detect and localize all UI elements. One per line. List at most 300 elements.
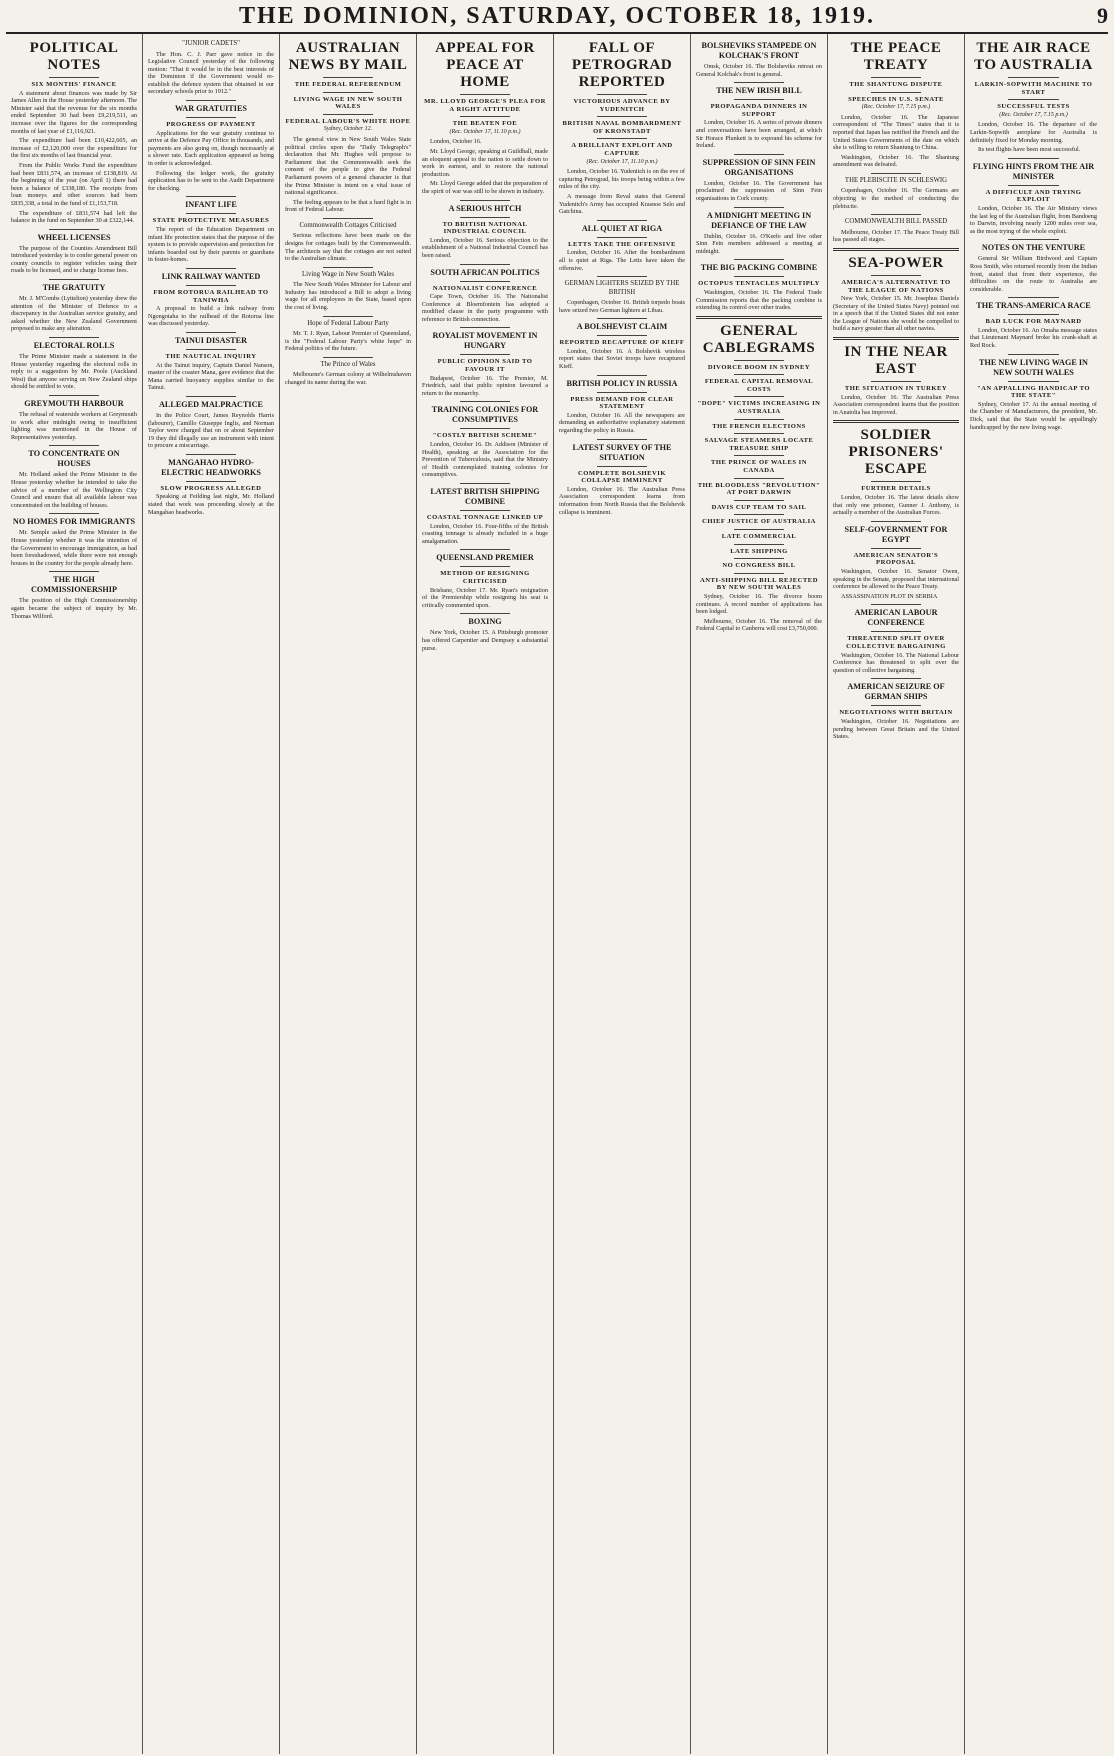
subhead-divider xyxy=(1008,77,1059,78)
article-paragraph: New York, October 15. Mr. Josephus Daniels (Secretary of the United States Navy) pointed out in a speech that if the United States did not enter the League of Nations she would be compelled to build a navy greater than all other navies. xyxy=(833,295,959,333)
article-subhead: METHOD OF RESIGNING CRITICISED xyxy=(440,570,530,585)
article xyxy=(422,264,548,324)
article xyxy=(148,100,274,192)
article-subhead: CHIEF JUSTICE OF AUSTRALIA xyxy=(702,518,816,526)
article-paragraph: Melbourne, October 17. The Peace Treaty Bill has passed all stages. xyxy=(833,228,959,244)
article-headline: GENERAL CABLEGRAMS xyxy=(702,322,816,356)
article-paragraph: The feeling appears to be that a hard fight is in front of Federal Labour. xyxy=(285,198,411,214)
article-paragraph: At the Tainui inquiry, Captain Daniel Nanson, master of the coaster Mana, gave evidence that the Mana carried buoyancy supplies similar to the Tainui. xyxy=(148,361,274,392)
subhead-divider xyxy=(871,481,921,482)
subhead-divider xyxy=(871,77,921,78)
subhead-divider xyxy=(734,558,784,559)
article-divider xyxy=(833,420,959,423)
article-subhead: NEGOTIATIONS WITH BRITAIN xyxy=(839,709,953,717)
article-subhead: NO CONGRESS BILL xyxy=(722,562,796,570)
article-paragraph: Copenhagen, October 16. British torpedo boats have seized two German lighters at Libau. xyxy=(559,299,685,314)
subhead-divider xyxy=(734,374,784,375)
article xyxy=(11,395,137,441)
subhead-divider xyxy=(1008,99,1059,100)
article-divider xyxy=(49,513,99,514)
article-subhead: SUCCESSFUL TESTS xyxy=(997,103,1070,111)
article xyxy=(11,229,137,275)
article-paragraph: Washington, October 16. The Shantung amendment was defeated. xyxy=(833,153,959,169)
subhead-divider xyxy=(734,544,784,545)
article-headline: NO HOMES FOR IMMIGRANTS xyxy=(12,517,136,527)
article-paragraph: The New South Wales Minister for Labour and Industry has introduced a Bill to adopt a living wage for all employees in the State, based upon the cost of living. xyxy=(285,281,411,312)
article-subhead: AMERICAN SENATOR'S PROPOSAL xyxy=(853,551,939,567)
article-paragraph: Mr. Lloyd George, speaking at Guildhall, made an eloquent appeal to the nation to settle down to work in earnest, and to restore the national production. xyxy=(422,147,548,178)
article-paragraph: Applications for the war gratuity continue to arrive at the Defence Pay Office in thousands, and payments are also going on, though necessarily at a slower rate. Each application appeared as being in order is acknowledged. xyxy=(148,129,274,168)
article xyxy=(696,259,822,311)
article-headline: LATEST SURVEY OF THE SITUATION xyxy=(572,442,672,462)
column-6 xyxy=(691,34,828,1754)
article-headline: THE GRATUITY xyxy=(42,283,106,293)
article-paragraph: London, October 16. The Air Ministry views the last leg of the Australian flight, from Bandoeng to Darwin, involving nearly 1200 miles over sea, as the most trying of the whole exploit. xyxy=(970,204,1097,235)
article-divider xyxy=(323,357,373,358)
masthead-title: THE DOMINION, SATURDAY, OCTOBER 18, 1919. xyxy=(238,2,876,29)
article xyxy=(970,158,1097,236)
article-divider xyxy=(597,276,647,277)
article-paragraph: Mr. T. J. Ryan, Labour Premier of Queensland, is the "Federal Labour Party's white hope" in Federal politics of the future. xyxy=(285,330,411,353)
article-divider xyxy=(871,521,921,522)
article-headline: APPEAL FOR PEACE AT HOME xyxy=(435,40,535,90)
subhead-divider xyxy=(460,94,510,95)
article-subhead: MR. LLOYD GEORGE'S PLEA FOR A RIGHT ATTITUDE xyxy=(424,98,546,113)
article-paragraph: A proposal to build a link railway from Ngongotaha to the railhead of the Rotorua line was discussed yesterday. xyxy=(148,305,274,328)
article-headline: NOTES ON THE VENTURE xyxy=(981,243,1086,253)
article xyxy=(11,279,137,333)
article-divider xyxy=(460,549,510,550)
article xyxy=(833,214,959,244)
article-headline: LINK RAILWAY WANTED xyxy=(161,271,261,281)
article-paragraph: The Hon. C. J. Parr gave notice in the Legislative Council yesterday of the following motion: "That it would be in the best interests of the Dominion if the Government would re-establish the defence system that obtained in our secondary schools prior to 1912." xyxy=(148,50,274,96)
subhead-divider xyxy=(871,631,921,632)
article-divider xyxy=(1008,354,1059,355)
subhead-divider xyxy=(460,217,510,218)
article-dateline: (Rec. October 17, 7.15 p.m.) xyxy=(999,111,1068,118)
article-headline: Hope of Federal Labour Party xyxy=(307,319,389,327)
article xyxy=(285,316,411,353)
article-divider xyxy=(1008,158,1059,159)
article xyxy=(559,40,685,216)
article-divider xyxy=(734,82,784,83)
article xyxy=(559,318,685,370)
article-subhead: SIX MONTHS' FINANCE xyxy=(31,81,117,88)
subhead-divider xyxy=(597,138,647,139)
article-headline: IN THE NEAR EAST xyxy=(844,344,948,378)
article-divider xyxy=(871,604,921,605)
article-paragraph: A statement about finances was made by Sir James Allen in the House yesterday afternoon. The Minister said that the revenue for the six months ended September 30 had been £9,219,511, an increase over the figures for the corresponding months of last year of £1,116,921. xyxy=(11,89,138,135)
article-dateline: (Rec. October 17, 7.15 p.m.) xyxy=(861,104,931,111)
article xyxy=(11,40,137,225)
article-headline: TRAINING COLONIES FOR CONSUMPTIVES xyxy=(431,405,539,425)
article xyxy=(148,396,274,450)
article-paragraph: London, October 16. After the bombardment all is quiet at Riga. The Letts have taken the offensive. xyxy=(559,249,685,272)
article-headline: WHEEL LICENSES xyxy=(37,232,111,242)
article-headline: THE NEW IRISH BILL xyxy=(716,86,802,96)
article-subhead: THE NAUTICAL INQUIRY xyxy=(165,352,257,360)
subhead-divider xyxy=(460,510,510,511)
article xyxy=(696,82,822,150)
article-dateline: (Rec. October 17, 11.10 p.m.) xyxy=(449,128,521,135)
article-subhead: PUBLIC OPINION SAID TO FAVOUR IT xyxy=(437,358,533,374)
subhead-divider xyxy=(734,455,784,456)
article-paragraph: Sydney, October 16. The divorce boom continues. A record number of applications has been lodged. xyxy=(696,592,822,616)
article-paragraph: The position of the High Commissionership again became the subject of inquiry by Mr. Thomas Wilford. xyxy=(11,597,137,620)
article-paragraph: Sydney, October 17. At the annual meeting of the Chamber of Manufacturers, the president, Mr. Dick, said that the State would be appallingly handicapped by the new living wage. xyxy=(970,400,1097,431)
subhead-divider xyxy=(734,396,784,397)
article-subhead: A BRILLIANT EXPLOIT AND CAPTURE xyxy=(571,142,673,157)
article-paragraph: ASSASSINATION PLOT IN SERBIA xyxy=(841,592,938,600)
subhead-divider xyxy=(597,94,647,95)
subhead-divider xyxy=(323,92,373,93)
subhead-divider xyxy=(597,116,647,117)
article xyxy=(422,327,548,397)
subhead-divider xyxy=(871,705,921,706)
article-paragraph: Copenhagen, October 16. The Germans are objecting to the method of conducting the plebiscite. xyxy=(833,187,959,210)
article xyxy=(11,571,137,620)
article-headline: MANGAHAO HYDRO-ELECTRIC HEADWORKS xyxy=(161,457,261,477)
article-paragraph: Mr. Lloyd George added that the preparation of the spirit of war was still to be shown in industry. xyxy=(422,180,548,195)
article-paragraph: The refusal of waterside workers at Greymouth to work after midnight owing to insufficient lighting was mentioned in the House of Representatives yesterday. xyxy=(11,411,137,441)
article-paragraph: The expenditure had been £10,422,605, an increase of £2,120,000 over the expenditure for the first six months of last financial year. xyxy=(11,137,137,160)
article-paragraph: New York, October 15. A Pittsburgh promoter has offered Carpentier and Dempsey a substantial purse. xyxy=(422,629,548,652)
article-headline: THE PEACE TREATY xyxy=(850,40,942,73)
article-paragraph: London, October 16. xyxy=(430,138,482,146)
subhead-divider xyxy=(734,419,784,420)
article-headline: A MIDNIGHT MEETING IN DEFIANCE OF THE LAW xyxy=(706,210,812,230)
article-paragraph: Brisbane, October 17. Mr. Ryan's resignation of the Premiership while resigning his seat is critically commented upon. xyxy=(422,586,548,609)
article-headline: AUSTRALIAN NEWS BY MAIL xyxy=(288,40,408,73)
article xyxy=(559,220,685,272)
article-paragraph: In the Police Court, James Reynolds Harris (labourer), Camillo Giuseppe Inglis, and Norman Taylor were charged that on or about September 19 they did illegally use an instrument with intent to procure a miscarriage. xyxy=(148,411,274,450)
article-subhead: PRESS DEMAND FOR CLEAR STATEMENT xyxy=(570,395,674,411)
subhead-divider xyxy=(460,281,510,282)
article-subhead: COMPLETE BOLSHEVIK COLLAPSE IMMINENT xyxy=(578,469,666,485)
article-headline: SEA-POWER xyxy=(848,254,944,271)
article xyxy=(696,154,822,203)
article xyxy=(422,483,548,545)
article-paragraph: London, October 16. The Australian Press Association correspondent learns from information from North Russia that the Bolshevik collapse is imminent. xyxy=(559,485,685,516)
article xyxy=(422,401,548,479)
subhead-divider xyxy=(186,213,236,214)
article-divider xyxy=(1008,297,1059,298)
article xyxy=(696,316,822,633)
article-headline: SELF-GOVERNMENT FOR EGYPT xyxy=(844,524,948,544)
subhead-divider xyxy=(1008,381,1059,382)
article-paragraph: London, October 16. The latest details show that only one prisoner, Gunner J. Anthony, is actually a member of the Australian Forces. xyxy=(833,494,959,517)
article-divider xyxy=(833,337,959,340)
article-subhead: THREATENED SPLIT OVER COLLECTIVE BARGAINING xyxy=(846,635,946,650)
article-subhead: FURTHER DETAILS xyxy=(861,485,931,493)
article-headline: WAR GRATUITIES xyxy=(175,104,247,114)
column-7 xyxy=(828,34,965,1754)
article-divider xyxy=(696,316,822,319)
article-subhead: TO BRITISH NATIONAL INDUSTRIAL COUNCIL xyxy=(442,220,528,236)
article-headline: INFANT LIFE xyxy=(185,200,237,210)
subhead-divider xyxy=(871,275,921,276)
article-divider xyxy=(734,259,784,260)
masthead xyxy=(6,0,1108,34)
subhead-divider xyxy=(871,92,921,93)
article-paragraph: The expenditure of £831,574 had left the balance in the fund on September 30 at £322,144. xyxy=(11,209,137,225)
article-divider xyxy=(460,401,510,402)
article-divider xyxy=(460,483,510,484)
article-divider xyxy=(49,571,99,572)
article-paragraph: Melbourne's German colony at Wilhelmshaven changed its name during the war. xyxy=(285,371,411,387)
article-headline: THE AIR RACE TO AUSTRALIA xyxy=(974,40,1093,73)
subhead-divider xyxy=(734,478,784,479)
article-paragraph: London, October 16. Dr. Addison (Minister of Health), speaking at the Association for the Prevention of Tuberculosis, said that the Ministry of Health contemplated training colonies for consumptives. xyxy=(422,441,548,479)
subhead-divider xyxy=(597,466,647,467)
article xyxy=(148,40,274,96)
subhead-divider xyxy=(734,99,784,100)
article-headline: QUEENSLAND PREMIER xyxy=(436,553,534,563)
article-divider xyxy=(49,395,99,396)
article-subhead: THE SITUATION IN TURKEY xyxy=(844,385,948,393)
article-paragraph: London, October 16. The departure of the Larkin-Sopwith aeroplane for Australia is definitely fixed for Monday morning. xyxy=(970,121,1097,144)
article xyxy=(422,613,548,652)
article-subhead: FEDERAL LABOUR'S WHITE HOPE xyxy=(285,117,411,125)
article-divider xyxy=(871,173,921,174)
article-paragraph: London, October 16. The Government has proclaimed the suppression of Sinn Fein organisations in Cork county. xyxy=(696,179,822,202)
article xyxy=(11,445,137,509)
article-divider xyxy=(186,268,236,269)
article-divider xyxy=(1008,239,1059,240)
article-subhead: FEDERAL CAPITAL REMOVAL COSTS xyxy=(704,378,814,393)
article-paragraph: Following the ledger work, the gratuity application has to be sent to the Audit Department for checking. xyxy=(148,169,274,192)
article-paragraph: Serious reflections have been made on the designs for cottages built by the Commonwealth. The architects say that the cottages are not suited to the Australian climate. xyxy=(285,232,411,263)
article-paragraph: London, October 16. All the newspapers are demanding an authoritative explanatory statement regarding the policy in Russia. xyxy=(559,411,685,435)
article-subhead: DIVORCE BOOM IN SYDNEY xyxy=(707,363,811,371)
article-headline: THE NEW LIVING WAGE IN NEW SOUTH WALES xyxy=(979,357,1088,377)
article-subhead: FROM ROTORUA RAILHEAD TO TANIWHA xyxy=(153,288,269,304)
article-subhead: STATE PROTECTIVE MEASURES xyxy=(152,217,270,225)
article-paragraph: Washington, October 16. The Federal Trade Commission reports that the packing combine is extending its control over other trades. xyxy=(696,288,822,312)
article xyxy=(833,337,959,416)
article-subhead: SLOW PROGRESS ALLEGED xyxy=(160,484,262,492)
subhead-divider xyxy=(734,529,784,530)
article-headline: GREYMOUTH HARBOUR xyxy=(24,399,124,408)
article-headline: SOLDIER PRISONERS' ESCAPE xyxy=(848,427,944,478)
article-divider xyxy=(597,318,647,319)
column-3 xyxy=(280,34,417,1754)
article-divider xyxy=(460,613,510,614)
page-number: 9 xyxy=(1097,3,1108,28)
article-divider xyxy=(186,196,236,197)
article-subhead: "AN APPALLING HANDICAP TO THE STATE" xyxy=(976,384,1091,400)
article-subhead: SPEECHES IN U.S. SENATE xyxy=(848,95,944,103)
article xyxy=(559,439,685,517)
subhead-divider xyxy=(49,77,99,78)
article-paragraph: Mr. Semple asked the Prime Minister in the House yesterday whether it was the intention of the Government to encourage immigration, as had been foreshadowed, while there were not enough houses in the country for the people already here. xyxy=(11,529,137,567)
article xyxy=(285,218,411,263)
article-headline: GERMAN LIGHTERS SEIZED BY THE BRITISH xyxy=(564,280,680,296)
article-paragraph: Washington, October 16. Negotiations are pending between Great Britain and the United States. xyxy=(833,717,959,741)
subhead-divider xyxy=(460,354,510,355)
article-headline: AMERICAN SEIZURE OF GERMAN SHIPS xyxy=(847,682,945,702)
article xyxy=(833,678,959,740)
article-divider xyxy=(597,220,647,221)
article-divider xyxy=(323,267,373,268)
article-headline: LATEST BRITISH SHIPPING COMBINE xyxy=(430,487,540,506)
article-paragraph: Speaking at Feilding last night, Mr. Holland stated that work was proceeding slowly at the Mangahao headworks. xyxy=(148,493,274,516)
column-2 xyxy=(143,34,280,1754)
article-headline: FALL OF PETROGRAD REPORTED xyxy=(571,40,673,90)
article-subhead: OCTOPUS TENTACLES MULTIPLY xyxy=(698,280,820,288)
article-paragraph: The report of the Education Department on infant life protection states that the purpose of the system is to provide supervision and protection for infants boarded out by their parents or guardians in foster-homes. xyxy=(148,226,274,264)
subhead-divider xyxy=(460,566,510,567)
article-divider xyxy=(833,248,959,251)
article-divider xyxy=(597,375,647,376)
article-divider xyxy=(323,218,373,219)
article-dateline: Sydney, October 12. xyxy=(323,126,373,133)
article xyxy=(970,354,1097,432)
article-paragraph: London, October 16. Serious objection to the establishment of a National Industrial Council has been raised. xyxy=(422,236,548,259)
article-paragraph: Mr. J. M'Combs (Lyttelton) yesterday drew the attention of the Minister of Defence to a discrepancy in the Australian service gratuity, and asked whether the New Zealand Government proposed to make any alteration. xyxy=(11,295,137,333)
article-headline: ALLEGED MALPRACTICE xyxy=(159,399,263,409)
article-headline: FLYING HINTS FROM THE AIR MINISTER xyxy=(972,161,1095,181)
subhead-divider xyxy=(460,116,510,117)
article xyxy=(559,375,685,435)
article-paragraph: Cape Town, October 16. The Nationalist Conference at Bloemfontein has adopted a modified clause in the party programme with reference to British connection. xyxy=(422,293,548,323)
article-paragraph: The purpose of the Counties Amendment Bill introduced yesterday is to confer general power on county councils to register vehicles using their roads to be licensed, and to charge license fees. xyxy=(11,244,137,275)
article xyxy=(422,40,548,196)
article-divider xyxy=(871,214,921,215)
subhead-divider xyxy=(734,433,784,434)
article-divider xyxy=(323,316,373,317)
subhead-divider xyxy=(186,481,236,482)
article-subhead: LATE COMMERCIAL xyxy=(721,533,797,540)
article-headline: SUPPRESSION OF SINN FEIN ORGANISATIONS xyxy=(702,157,816,177)
column-4 xyxy=(417,34,554,1754)
article-subhead: THE BLOODLESS "REVOLUTION" AT PORT DARWIN xyxy=(697,481,821,497)
article xyxy=(11,337,137,391)
article-subhead: A DIFFICULT AND TRYING EXPLOIT xyxy=(985,188,1082,204)
article xyxy=(970,40,1097,154)
article-headline: AMERICAN LABOUR CONFERENCE xyxy=(854,608,938,628)
article-subhead: SALVAGE STEAMERS LOCATE TREASURE SHIP xyxy=(704,437,814,452)
subhead-divider xyxy=(871,381,921,382)
article-subhead: LETTS TAKE THE OFFENSIVE xyxy=(568,240,676,248)
article-paragraph: The general view in New South Wales State political circles upon the "Daily Telegraph's" declaration that Mr. Hughes will propose to Parliament that the Commonwealth seek the consent of the people to give the Federal Parliament powers of a general character is that the Prime Minister is intent on a vital issue of national significance. xyxy=(285,135,411,197)
article-divider xyxy=(734,154,784,155)
article-paragraph: London, October 16. A series of private dinners and conversations have been arranged, at which Sir Horace Plunkett is to expound his scheme for Ireland. xyxy=(696,119,822,150)
subhead-divider xyxy=(734,360,784,361)
article-paragraph: London, October 16. An Omaha message states that Lieutenant Maynard broke his crank-shaft at Red Rock. xyxy=(970,326,1097,350)
article-divider xyxy=(49,337,99,338)
article-divider xyxy=(460,264,510,265)
article-divider xyxy=(597,439,647,440)
article-divider xyxy=(460,200,510,201)
article-divider xyxy=(186,332,236,333)
article-dateline: (Rec. October 17, 11.10 p.m.) xyxy=(586,158,658,165)
article-divider xyxy=(186,396,236,397)
subhead-divider xyxy=(323,114,373,115)
article-subhead: BAD LUCK FOR MAYNARD xyxy=(985,318,1082,326)
article-subhead: BRITISH NAVAL BOMBARDMENT OF KRONSTADT xyxy=(562,120,682,135)
article-headline: BOLSHEVIKS STAMPEDE ON KOLCHAK'S FRONT xyxy=(701,41,817,60)
article-headline: THE TRANS-AMERICA RACE xyxy=(976,301,1091,311)
article-headline: "JUNIOR CADETS" xyxy=(182,40,240,47)
article-subhead: "COSTLY BRITISH SCHEME" xyxy=(432,432,538,440)
article xyxy=(285,357,411,387)
article-headline: THE HIGH COMMISSIONERSHIP xyxy=(31,575,117,595)
article xyxy=(833,420,959,516)
article-paragraph: London, October 16. The Australian Press Association correspondent learns that the position in Anatolia has improved. xyxy=(833,393,959,416)
article xyxy=(148,454,274,516)
article-paragraph: London, October 16. The Japanese correspondent of "The Times" states that it is reported that Japan has notified the French and the United States Governments of the date on which she is willing to return Shantung to China. xyxy=(833,113,959,152)
article xyxy=(285,267,411,312)
article xyxy=(833,604,959,674)
article-subhead: "DOPE" VICTIMS INCREASING IN AUSTRALIA xyxy=(697,400,821,416)
subhead-divider xyxy=(734,276,784,277)
article-headline: POLITICAL NOTES xyxy=(29,40,119,73)
column-8 xyxy=(965,34,1102,1754)
article xyxy=(970,239,1097,293)
article-paragraph: Washington, October 16. The National Labour Conference has threatened to split over the question of collective bargaining. xyxy=(833,651,959,674)
column-5 xyxy=(554,34,691,1754)
article-paragraph: Its test flights have been most successful. xyxy=(978,146,1081,154)
article-headline: ELECTORAL ROLLS xyxy=(33,341,115,351)
subhead-divider xyxy=(186,349,236,350)
article xyxy=(833,248,959,333)
article-paragraph: London, October 16. Four-fifths of the British coasting tonnage is already included in a huge amalgamation. xyxy=(422,522,548,545)
article-subhead: LATE SHIPPING xyxy=(730,547,788,555)
article-subhead: LIVING WAGE IN NEW SOUTH WALES xyxy=(293,95,403,111)
article-paragraph: General Sir William Birdwood and Captain Ross Smith, who returned recently from the Indian front, stated that from their experience, the difficulties on the route to Australia are considerable. xyxy=(970,255,1097,293)
article-divider xyxy=(49,279,99,280)
columns-container xyxy=(6,34,1108,1754)
article-headline: ROYALIST MOVEMENT IN HUNGARY xyxy=(432,331,538,351)
article-headline: Commonwealth Cottages Criticised xyxy=(299,221,397,229)
article xyxy=(833,521,959,601)
article-subhead: REPORTED RECAPTURE OF KIEFF xyxy=(559,339,685,347)
article-paragraph: Melbourne, October 16. The removal of the Federal Capital to Canberra will cost £3,750,000. xyxy=(696,617,822,633)
article xyxy=(148,268,274,328)
article-paragraph: The Prime Minister made a statement in the House yesterday regarding the electoral rolls in reply to a suggestion by Mr. Poole (Auckland West) that anyone serving on New Zealand ships should be entitled to vote. xyxy=(11,353,137,391)
subhead-divider xyxy=(597,392,647,393)
subhead-divider xyxy=(323,77,373,78)
article-headline: The Prince of Wales xyxy=(320,360,376,368)
article-paragraph: Mr. Holland asked the Prime Minister in the House yesterday whether he intended to take the advice of a member of the Wellington City Council and ensure that all available labour was concentrated on the building of houses. xyxy=(11,471,137,509)
article-divider xyxy=(49,445,99,446)
article-headline: TAINUI DISASTER xyxy=(175,335,247,345)
article-headline: Living Wage in New South Wales xyxy=(301,270,395,278)
article xyxy=(422,200,548,260)
subhead-divider xyxy=(734,500,784,501)
article-headline: BOXING xyxy=(468,617,502,627)
subhead-divider xyxy=(186,285,236,286)
subhead-divider xyxy=(597,335,647,336)
article xyxy=(559,276,685,314)
article-divider xyxy=(186,454,236,455)
article-subhead: COASTAL TONNAGE LINKED UP xyxy=(426,514,544,521)
article-paragraph: From the Public Works Fund the expenditure had been £831,574, an increase of £138,819. At the beginning of the year (on April 1) there had been a balance of £338,180. The receipts from loan moneys and other sources had been £835,338, a total in the fund of £1,153,718. xyxy=(11,161,137,207)
article-subhead: PROGRESS OF PAYMENT xyxy=(166,121,256,129)
article-subhead: THE BEATEN FOE xyxy=(452,120,518,128)
article xyxy=(11,513,137,567)
article-subhead: ANTI-SHIPPING BILL REJECTED BY NEW SOUTH WALES xyxy=(700,576,818,592)
subhead-divider xyxy=(1008,185,1059,186)
article-divider xyxy=(186,100,236,101)
article-paragraph: Dublin, October 16. O'Keefe and five other Sinn Fein members addressed a meeting at midnight. xyxy=(696,232,822,255)
article xyxy=(833,173,959,210)
article-subhead: AMERICA'S ALTERNATIVE TO THE LEAGUE OF NATIONS xyxy=(841,278,951,294)
article-subhead: PROPAGANDA DINNERS IN SUPPORT xyxy=(710,103,808,118)
subhead-divider xyxy=(186,117,236,118)
article xyxy=(148,196,274,264)
